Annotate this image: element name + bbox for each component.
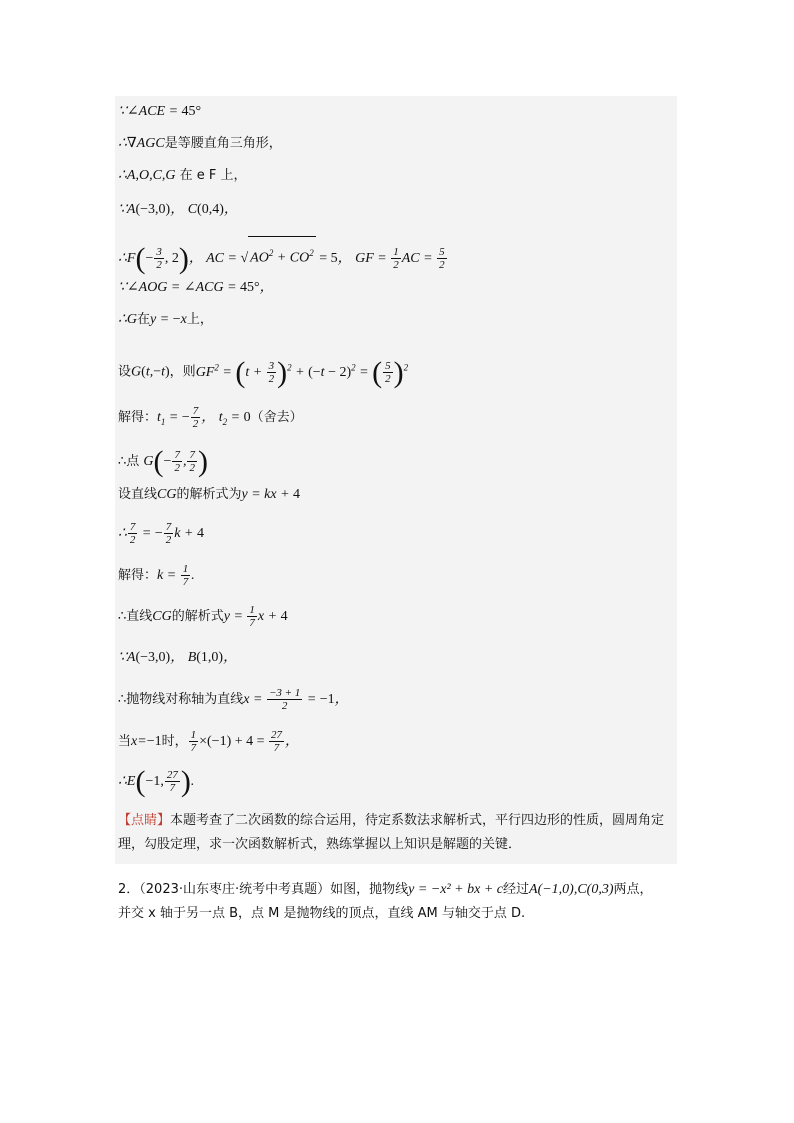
comment-paragraph [118, 809, 678, 857]
solution-line-5 [118, 236, 448, 275]
math-expression: ∴G [118, 312, 138, 327]
text-segment: 当 [118, 734, 132, 749]
solution-line-11 [118, 487, 300, 503]
math-expression: G(t,−t) [131, 364, 170, 380]
comment-text: 本题考查了二次函数的综合运用，待定系数法求解析式，平行四边形的性质，圆周角定理，勾股定理，求一次函数解析式，熟练掌握以上知识是解题的关键． [118, 813, 665, 852]
math-expression: ∴A,O,C,G [118, 168, 176, 183]
solution-line-6 [118, 280, 274, 296]
solution-line-15 [118, 650, 237, 666]
math-expression: ∴∇AGC [118, 136, 165, 151]
problem-statement [118, 878, 688, 926]
text-segment: ∴直线 [118, 609, 153, 624]
math-expression: ∴F(− $\frac{3}{2}$ , 2)， AC = √ $AO^2 + CO^2 = 5$， GF = $\frac{1}{2}$ AC = $\frac{5}{2}$ [118, 251, 448, 266]
solution-line-4 [118, 202, 238, 218]
solution-line-14 [118, 601, 288, 633]
math-expression: x=−1 [131, 734, 162, 749]
solution-line-9 [118, 402, 303, 438]
math-expression: $\frac{1}{7}$ ×(−1) + 4 = $\frac{27}{7}$ ， [190, 729, 300, 755]
math-expression: CG [152, 609, 172, 624]
solution-line-10 [118, 446, 208, 478]
math-expression: ∴E(−1, $\frac{27}{7}$ ). [118, 764, 195, 798]
math-expression: ∵A(−3,0)， C(0,4)， [118, 202, 238, 217]
math-expression: ∴ $\frac{7}{2}$ = − $\frac{7}{2}$ k + 4 [118, 521, 204, 547]
text-segment: 解得： [118, 568, 158, 583]
text-segment: 解得： [118, 410, 158, 425]
problem-text: 两点， [613, 882, 653, 897]
math-expression: G(− $\frac{7}{2}$ , $\frac{7}{2}$ ) [143, 444, 208, 478]
math-expression: ∵∠ACE = 45° [118, 104, 202, 119]
problem-text-line2: 并交 x 轴于另一点 B，点 M 是抛物线的顶点，直线 AM 与轴交于点 D. [118, 906, 526, 921]
text-segment: 设直线 [118, 487, 158, 502]
solution-line-1 [118, 104, 201, 120]
solution-line-16 [118, 684, 349, 716]
text-segment: 时， [161, 734, 188, 749]
problem-text: 如图，抛物线 [330, 882, 409, 897]
problem-equation: y = −x² + bx + c [408, 882, 503, 897]
comment-tag: 【点睛】 [118, 813, 171, 828]
math-expression: y = kx + 4 [241, 487, 301, 502]
problem-text: 经过 [503, 882, 530, 897]
solution-line-12 [118, 518, 204, 550]
math-expression: CG [157, 487, 177, 502]
text-segment: 在 e F 上， [175, 168, 247, 183]
text-segment: 的解析式为 [176, 487, 242, 502]
text-segment: 在 [137, 312, 151, 327]
problem-points: A(−1,0),C(0,3) [529, 882, 614, 897]
math-expression: k = $\frac{1}{7}$ . [157, 563, 195, 589]
problem-number: 2． [118, 882, 140, 897]
solution-line-17 [118, 726, 299, 758]
text-segment: 设 [118, 364, 132, 380]
text-segment: 上， [186, 312, 213, 327]
text-segment: 的解析式 [171, 609, 224, 624]
math-expression: ∵∠AOG = ∠ACG = 45°， [118, 280, 274, 295]
math-expression: ∵A(−3,0)， B(1,0)， [118, 650, 238, 665]
solution-line-18 [118, 766, 194, 798]
math-expression: x = $\frac{-3 + 1}{2}$ = −1， [243, 687, 349, 713]
math-expression: $t_1$ = − $\frac{7}{2}$ ， $t_2 = 0$ [157, 405, 251, 431]
math-expression: $GF^2 = (t$ + $\frac{3}{2}$ )$^2 + (-t - 2)^2$ = ( $\frac{5}{2}$ )$^2$ [195, 355, 409, 389]
solution-line-13 [118, 560, 195, 592]
math-expression: y = $\frac{1}{7}$ x + 4 [223, 604, 288, 630]
math-expression: y = −x [150, 312, 187, 327]
solution-line-8 [118, 350, 408, 390]
solution-line-3 [118, 168, 247, 184]
text-segment: 是等腰直角三角形， [164, 136, 282, 151]
text-segment: ∴点 [118, 454, 144, 469]
text-segment: （舍去） [250, 410, 303, 425]
problem-source: （2023·山东枣庄·统考中考真题） [139, 882, 331, 897]
text-segment: ∴抛物线对称轴为直线 [118, 692, 244, 707]
solution-line-2 [118, 136, 282, 152]
text-segment: ，则 [169, 364, 196, 380]
solution-line-7 [118, 312, 213, 328]
